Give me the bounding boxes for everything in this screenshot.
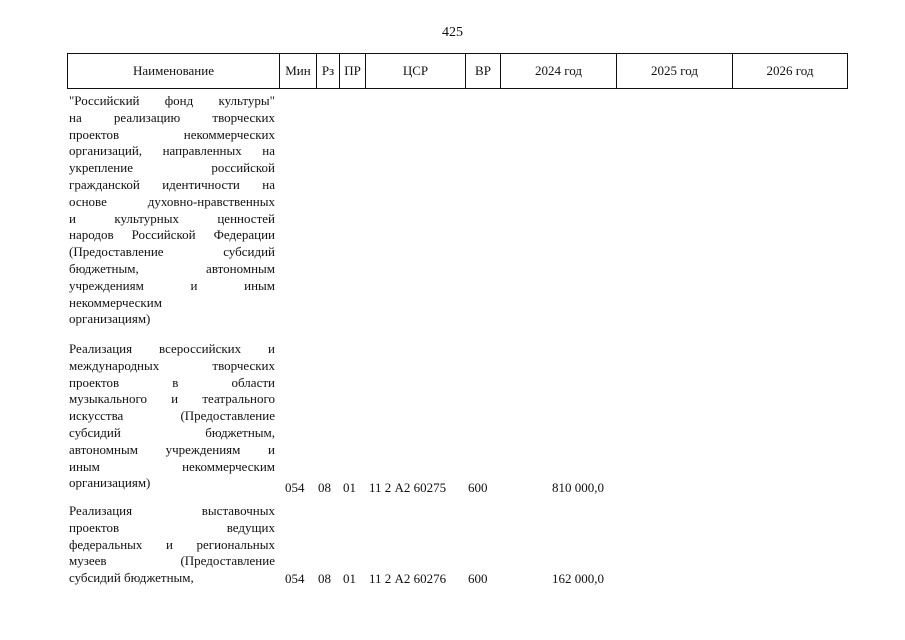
- text-line: организациям): [69, 311, 151, 327]
- text-line: организациям): [69, 475, 151, 491]
- text-line: проектов в области: [69, 374, 275, 390]
- table-header: [67, 53, 848, 91]
- header-rz: Рз: [316, 53, 340, 89]
- text-line: "Российский фонд культуры": [69, 93, 275, 108]
- row-3-csr: 11 2 А2 60276: [369, 571, 447, 586]
- text-line: народов Российской Федерации: [69, 227, 275, 243]
- header-2025: 2025 год: [616, 53, 733, 89]
- row-2-vr: 600: [468, 480, 488, 495]
- header-name: Наименование: [67, 53, 280, 89]
- text-line: укрепление российской: [69, 160, 275, 176]
- row-2-2024: 810 000,0: [552, 480, 604, 495]
- text-line: иным некоммерческим: [69, 458, 275, 474]
- text-line: федеральных и региональных: [69, 536, 275, 552]
- text-line: учреждениям и иным: [69, 277, 275, 293]
- header-pr: ПР: [339, 53, 366, 89]
- text-line: и культурных ценностей: [69, 210, 275, 226]
- text-line: международных творческих: [69, 357, 275, 373]
- text-line: музеев (Предоставление: [69, 553, 275, 569]
- row-2-csr: 11 2 А2 60275: [369, 480, 447, 495]
- row-2-min: 054: [285, 480, 305, 495]
- text-line: организаций, направленных на: [69, 143, 275, 159]
- text-line: гражданской идентичности на: [69, 176, 275, 192]
- text-line: музыкального и театрального: [69, 391, 275, 407]
- row-3-pr: 01: [343, 571, 356, 586]
- page-number: 425: [442, 25, 463, 40]
- row-3-name: [69, 503, 275, 587]
- row-2-name: [69, 341, 275, 492]
- header-csr: ЦСР: [365, 53, 466, 89]
- row-1-name: [69, 93, 275, 328]
- header-2024: 2024 год: [500, 53, 617, 89]
- text-line: субсидий бюджетным,: [69, 570, 194, 586]
- header-2026: 2026 год: [732, 53, 848, 89]
- row-2-pr: 01: [343, 480, 356, 495]
- text-line: искусства (Предоставление: [69, 408, 275, 424]
- text-line: (Предоставление субсидий: [69, 244, 275, 260]
- row-3-min: 054: [285, 571, 305, 586]
- header-vr: ВР: [465, 53, 501, 89]
- text-line: субсидий бюджетным,: [69, 424, 275, 440]
- row-3-rz: 08: [318, 571, 331, 586]
- row-2-rz: 08: [318, 480, 331, 495]
- text-line: некоммерческим: [69, 294, 162, 310]
- header-min: Мин: [279, 53, 317, 89]
- text-line: проектов некоммерческих: [69, 126, 275, 142]
- text-line: Реализация всероссийских и: [69, 341, 275, 356]
- text-line: автономным учреждениям и: [69, 441, 275, 457]
- text-line: основе духовно-нравственных: [69, 193, 275, 209]
- row-3-2024: 162 000,0: [552, 571, 604, 586]
- row-3-vr: 600: [468, 571, 488, 586]
- text-line: на реализацию творческих: [69, 109, 275, 125]
- text-line: проектов ведущих: [69, 519, 275, 535]
- text-line: бюджетным, автономным: [69, 260, 275, 276]
- text-line: Реализация выставочных: [69, 503, 275, 518]
